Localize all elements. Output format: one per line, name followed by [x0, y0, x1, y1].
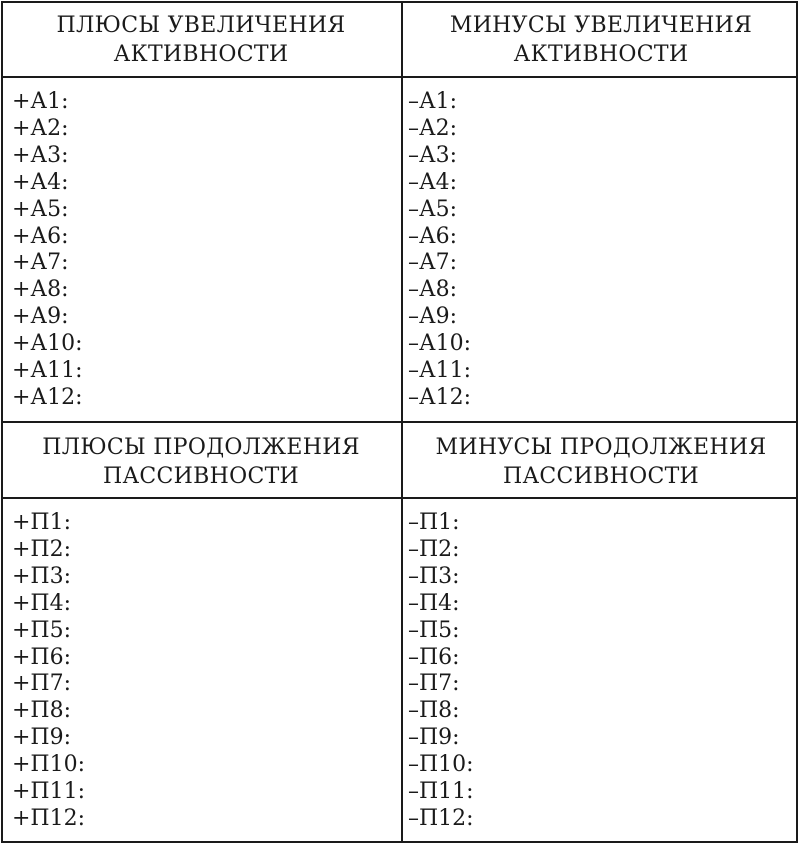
header-pros-activity: [3, 11, 399, 69]
list-item: +П1:: [12, 510, 72, 535]
list-item: +А9:: [12, 304, 69, 330]
list-item: –П10:: [408, 752, 474, 778]
list-item: +А10:: [12, 331, 83, 357]
list-item: –А2:: [408, 115, 458, 141]
list-item: +А5:: [12, 196, 69, 222]
list-item: +П9:: [12, 725, 72, 751]
header-line: АКТИВНОСТИ: [113, 42, 289, 67]
list-item: +П5:: [12, 617, 72, 643]
list-item: –А7:: [408, 250, 458, 276]
list-item: –П3:: [408, 563, 460, 589]
list-item: –П1:: [408, 510, 460, 535]
header-pros-passivity: [3, 433, 399, 491]
header-line: МИНУСЫ УВЕЛИЧЕНИЯ: [449, 13, 753, 38]
list-item: –А10:: [408, 331, 472, 357]
list-item: +П3:: [12, 563, 72, 589]
row-divider-header-1: [3, 76, 796, 78]
list-item: –А9:: [408, 304, 458, 330]
list-item: +А11:: [12, 358, 83, 384]
list-item: +А3:: [12, 142, 69, 168]
list-item: –П11:: [408, 779, 474, 805]
header-cons-activity: [403, 11, 799, 69]
list-item: –П6:: [408, 644, 460, 670]
header-line: МИНУСЫ ПРОДОЛЖЕНИЯ: [435, 435, 767, 460]
list-item: –А11:: [408, 358, 472, 384]
list-item: +А8:: [12, 277, 69, 303]
list-cons-activity: [408, 89, 788, 412]
list-item: +А1:: [12, 89, 69, 114]
list-cons-passivity: [408, 510, 788, 833]
list-item: +П2:: [12, 536, 72, 562]
list-item: –П4:: [408, 590, 460, 616]
list-pros-passivity: [12, 510, 392, 833]
header-line: ПЛЮСЫ УВЕЛИЧЕНИЯ: [56, 13, 346, 38]
list-item: +А4:: [12, 169, 69, 195]
list-item: –П2:: [408, 536, 460, 562]
row-divider-header-2: [3, 497, 796, 499]
row-divider-section: [3, 421, 796, 423]
header-line: ПАССИВНОСТИ: [502, 464, 700, 489]
list-item: +А2:: [12, 115, 69, 141]
list-item: –А5:: [408, 196, 458, 222]
list-item: +А12:: [12, 384, 83, 410]
list-item: –А12:: [408, 384, 472, 410]
list-item: +П10:: [12, 752, 86, 778]
list-item: +А7:: [12, 250, 69, 276]
pros-cons-table: [1, 1, 798, 843]
list-item: +П7:: [12, 671, 72, 697]
list-pros-activity: [12, 89, 392, 412]
list-item: –А8:: [408, 277, 458, 303]
list-item: –П7:: [408, 671, 460, 697]
list-item: –П5:: [408, 617, 460, 643]
header-line: АКТИВНОСТИ: [513, 42, 689, 67]
list-item: +П12:: [12, 805, 86, 831]
list-item: –А4:: [408, 169, 458, 195]
header-cons-passivity: [403, 433, 799, 491]
list-item: +А6:: [12, 223, 69, 249]
list-item: +П8:: [12, 698, 72, 724]
list-item: –А1:: [408, 89, 458, 114]
header-line: ПЛЮСЫ ПРОДОЛЖЕНИЯ: [42, 435, 360, 460]
list-item: +П6:: [12, 644, 72, 670]
list-item: +П4:: [12, 590, 72, 616]
list-item: –А3:: [408, 142, 458, 168]
list-item: –А6:: [408, 223, 458, 249]
list-item: –П12:: [408, 805, 474, 831]
header-line: ПАССИВНОСТИ: [102, 464, 300, 489]
list-item: +П11:: [12, 779, 86, 805]
list-item: –П9:: [408, 725, 460, 751]
list-item: –П8:: [408, 698, 460, 724]
